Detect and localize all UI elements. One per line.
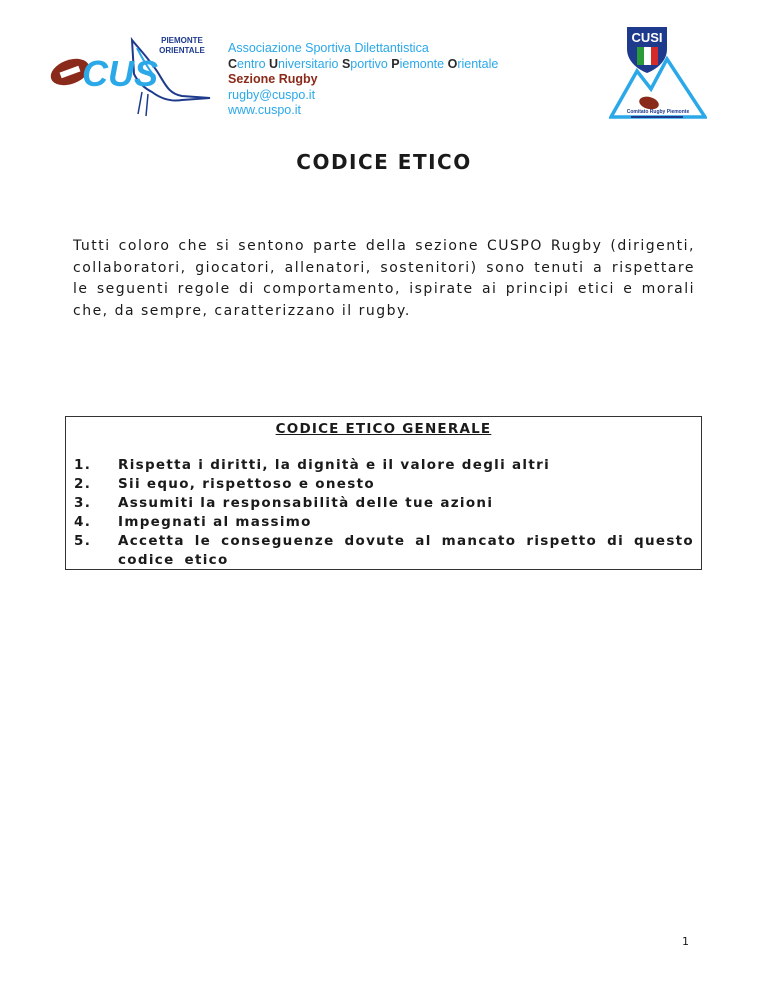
center-line-word: rientale <box>457 56 499 71</box>
cusi-shield-icon <box>627 27 667 73</box>
cusi-logo <box>609 23 707 121</box>
list-item-number: 2. <box>74 476 92 492</box>
list-item-text: Accetta le conseguenze dovute al mancato rispetto di questo codice etico <box>118 533 694 568</box>
website-link[interactable]: www.cuspo.it <box>228 103 301 117</box>
list-item-number: 1. <box>74 457 92 473</box>
center-line-word: niversitario <box>278 56 342 71</box>
cus-badge-text: PIEMONTE ORIENTALE <box>159 36 205 55</box>
list-item-text: Rispetta i diritti, la dignità e il valore degli altri <box>118 457 551 473</box>
list-item-text: Impegnati al massimo <box>118 514 312 530</box>
center-line-initial: S <box>341 56 351 71</box>
code-box <box>65 416 702 570</box>
center-line <box>228 57 498 73</box>
list-item-number: 3. <box>74 495 92 511</box>
center-line-initial: C <box>228 56 238 71</box>
code-box-title: CODICE ETICO GENERALE <box>275 421 492 437</box>
list-item <box>74 513 694 532</box>
section-name: Sezione Rugby <box>228 72 318 86</box>
center-line-word: iemonte <box>399 56 448 71</box>
cus-badge <box>153 36 211 56</box>
code-list <box>74 456 694 570</box>
cusi-caption: Comitato Rugby Piemonte <box>626 109 690 115</box>
intro-paragraph: Tutti coloro che si sentono parte della sezione CUSPO Rugby (dirigenti, collaboratori, giocatori, allenatori, sostenitori) sono tenuti a rispettare le seguenti regole di comportamento, ispirate ai principi etici e morali che, da sempre, caratterizzano il rugby. <box>73 238 695 319</box>
center-line-initial: U <box>269 56 279 71</box>
list-item-number: 5. <box>74 533 92 549</box>
list-item <box>74 456 694 475</box>
list-item <box>74 475 694 494</box>
list-item <box>74 494 694 513</box>
list-item <box>74 532 694 570</box>
cus-logo-text: CUS <box>82 53 159 94</box>
page-number: 1 <box>682 935 689 948</box>
association-line: Associazione Sportiva Dilettantistica <box>228 41 429 55</box>
center-line-word: portivo <box>350 56 392 71</box>
center-line-word: entro <box>237 56 269 71</box>
list-item-number: 4. <box>74 514 92 530</box>
list-item-text: Sii equo, rispettoso e onesto <box>118 476 375 492</box>
center-line-initial: O <box>447 56 458 71</box>
list-item-text: Assumiti la responsabilità delle tue azioni <box>118 495 494 511</box>
association-info <box>228 41 498 119</box>
center-line-initial: P <box>391 56 400 71</box>
email-link[interactable]: rugby@cuspo.it <box>228 87 316 102</box>
cusi-logo-text: CUSI <box>631 30 663 45</box>
page-title: CODICE ETICO <box>296 150 472 174</box>
